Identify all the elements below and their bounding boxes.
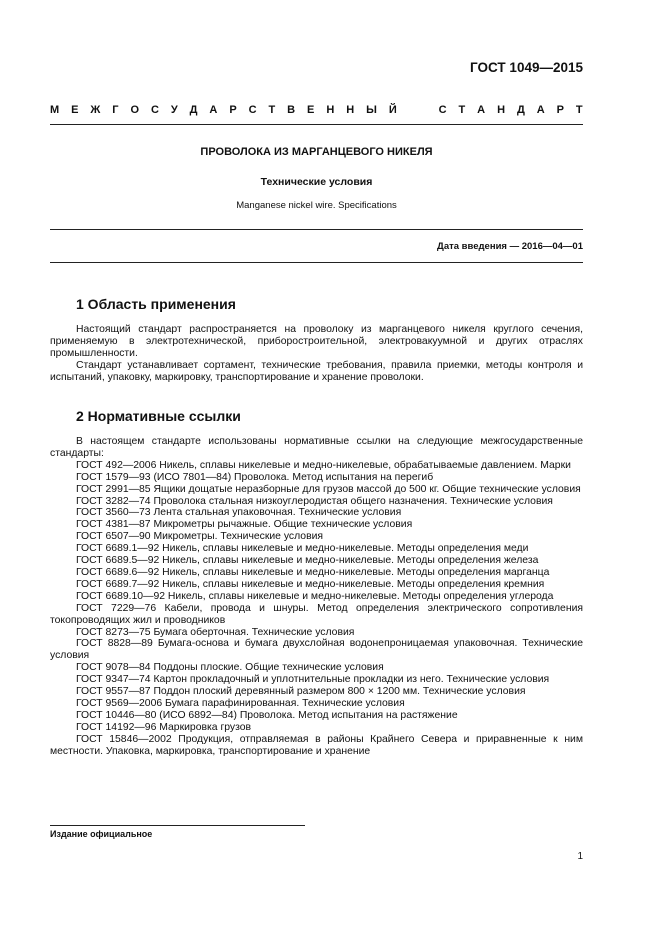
banner-letter: Д: [189, 104, 198, 116]
reference-item: ГОСТ 8273—75 Бумага оберточная. Технические условия: [76, 626, 355, 638]
document-title-english: Manganese nickel wire. Specifications: [236, 200, 397, 211]
paragraph: Стандарт устанавливает сортамент, технические требования, правила приемки, методы контроля и испытаний, упаковку, маркировку, транспортирование и хранение проволоки.: [50, 359, 583, 383]
paragraph: Настоящий стандарт распространяется на проволоку из марганцевого никеля круглого сечения, применяемую в электротехнической, приборостроительной, электровакуумной и других отраслях промышленности.: [50, 324, 583, 359]
banner-letter: Т: [458, 104, 466, 116]
edition-note: Издание официальное: [50, 829, 153, 839]
banner-letter: Ы: [366, 104, 377, 116]
reference-item: ГОСТ 9557—87 Поддон плоский деревянный размером 800 × 1200 мм. Технические условия: [76, 686, 526, 698]
banner-letter: Р: [229, 104, 237, 116]
banner-letter: С: [438, 104, 447, 116]
reference-item: ГОСТ 7229—76 Кабели, провода и шнуры. Метод определения электрического сопротивления токопроводящих жил и проводников: [50, 602, 583, 626]
banner-letter: В: [287, 104, 296, 116]
reference-item: ГОСТ 9078—84 Поддоны плоские. Общие технические условия: [76, 662, 384, 674]
reference-item: ГОСТ 3560—73 Лента стальная упаковочная. Технические условия: [76, 507, 402, 519]
banner-letter: Д: [516, 104, 525, 116]
banner-letter: М: [50, 104, 60, 116]
reference-item: ГОСТ 10446—80 (ИСО 6892—84) Проволока. Метод испытания на растяжение: [76, 709, 458, 721]
footer-rule: [50, 825, 305, 826]
banner-letter: Н: [497, 104, 506, 116]
reference-item: ГОСТ 4381—87 Микрометры рычажные. Общие технические условия: [76, 519, 413, 531]
reference-item: ГОСТ 14192—96 Маркировка грузов: [76, 721, 252, 733]
section-body-scope: [50, 324, 583, 384]
reference-item: ГОСТ 492—2006 Никель, сплавы никелевые и медно-никелевые, обрабатываемые давлением. Марки: [76, 459, 571, 471]
banner-letter: Е: [307, 104, 315, 116]
document-title: ПРОВОЛОКА ИЗ МАРГАНЦЕВОГО НИКЕЛЯ: [200, 146, 433, 158]
reference-item: ГОСТ 6689.6—92 Никель, сплавы никелевые и медно-никелевые. Методы определения марганца: [76, 566, 550, 578]
banner-letter: Т: [575, 104, 583, 116]
banner-rule: [50, 124, 583, 125]
reference-item: ГОСТ 9569—2006 Бумага парафинированная. Технические условия: [76, 697, 405, 709]
banner-letter: Е: [71, 104, 79, 116]
banner-letter: Т: [268, 104, 276, 116]
reference-item: ГОСТ 3282—74 Проволока стальная низкоуглеродистая общего назначения. Технические условия: [76, 495, 553, 507]
paragraph: В настоящем стандарте использованы нормативные ссылки на следующие межгосударственные стандарты:: [50, 436, 583, 459]
page-number: 1: [577, 851, 583, 862]
reference-item: ГОСТ 6689.10—92 Никель, сплавы никелевые и медно-никелевые. Методы определения углерода: [76, 590, 554, 602]
reference-item: ГОСТ 6689.1—92 Никель, сплавы никелевые и медно-никелевые. Методы определения меди: [76, 543, 529, 555]
banner-letter: А: [477, 104, 486, 116]
banner-letter: Ж: [90, 104, 101, 116]
reference-item: ГОСТ 2991—85 Ящики дощатые неразборные для грузов массой до 500 кг. Общие технические условия: [76, 483, 581, 495]
section-heading-scope: 1 Область применения: [76, 296, 236, 312]
banner-letter: С: [150, 104, 159, 116]
banner-letter: Г: [112, 104, 119, 116]
banner-letter: Н: [346, 104, 355, 116]
section-heading-references: 2 Нормативные ссылки: [76, 408, 241, 424]
document-subtitle: Технические условия: [260, 176, 373, 188]
section-body-references: [50, 436, 583, 757]
banner-letter: А: [536, 104, 545, 116]
reference-item: ГОСТ 8828—89 Бумага-основа и бумага двухслойная водонепроницаемая упаковочная. Технические условия: [50, 638, 583, 662]
banner-letter: О: [130, 104, 140, 116]
reference-item: ГОСТ 6507—90 Микрометры. Технические условия: [76, 531, 324, 543]
banner-letter: Й: [388, 104, 397, 116]
reference-item: ГОСТ 15846—2002 Продукция, отправляемая в районы Крайнего Севера и приравненные к ним местности. Упаковка, маркировка, транспортирование и хранение: [50, 733, 583, 757]
date-rule: [50, 262, 583, 263]
reference-item: ГОСТ 6689.7—92 Никель, сплавы никелевые и медно-никелевые. Методы определения кремния: [76, 578, 545, 590]
banner-letter: Р: [556, 104, 564, 116]
title-rule: [50, 229, 583, 230]
standard-type-banner: [50, 104, 583, 116]
reference-item: ГОСТ 6689.5—92 Никель, сплавы никелевые и медно-никелевые. Методы определения железа: [76, 555, 539, 567]
banner-letter: С: [248, 104, 257, 116]
document-code: ГОСТ 1049—2015: [470, 60, 583, 75]
banner-letter: У: [170, 104, 178, 116]
reference-item: ГОСТ 1579—93 (ИСО 7801—84) Проволока. Метод испытания на перегиб: [76, 471, 434, 483]
banner-letter: Н: [326, 104, 335, 116]
banner-letter: А: [209, 104, 218, 116]
effective-date: Дата введения — 2016—04—01: [437, 241, 583, 252]
reference-item: ГОСТ 9347—74 Картон прокладочный и уплотнительные прокладки из него. Технические условия: [76, 674, 550, 686]
